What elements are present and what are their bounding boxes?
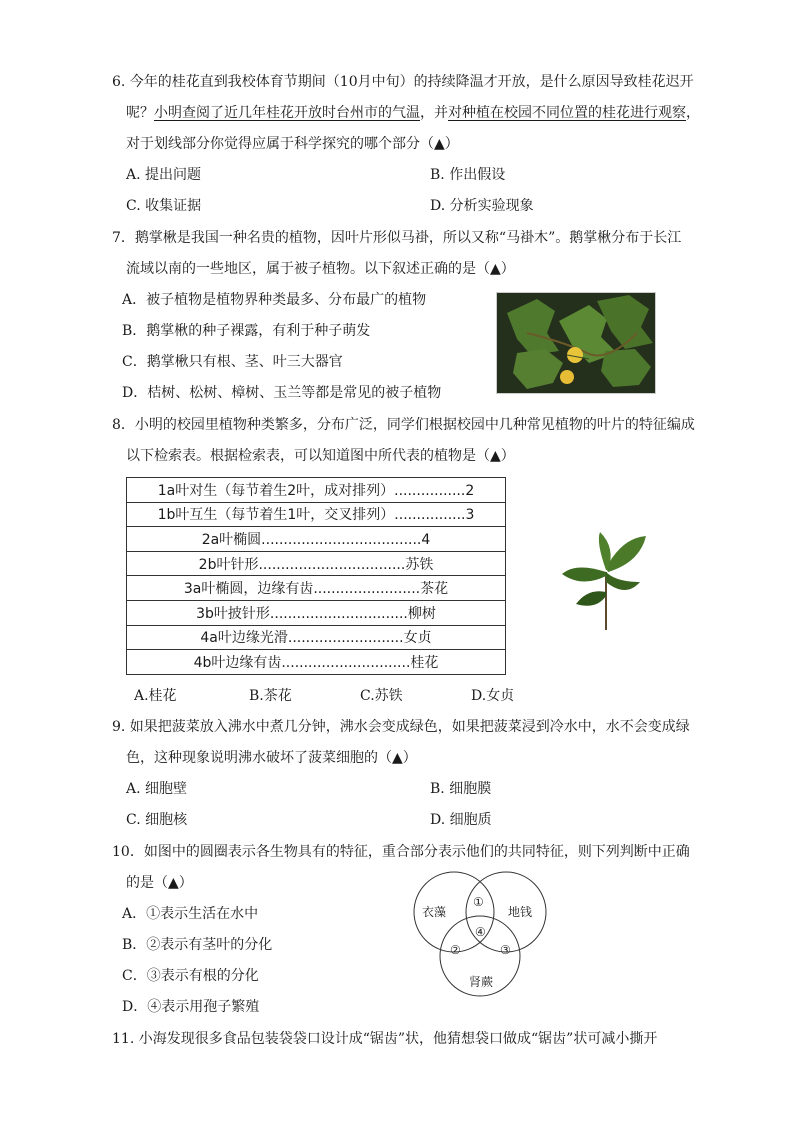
q9-option-b[interactable]: B. 细胞膜 [430,781,492,797]
key-row [127,502,506,527]
q9-option-d[interactable]: D. 细胞质 [430,812,492,828]
key-cell: 3a叶椭圆，边缘有齿........................茶花 [127,576,506,601]
q6-line2-mid: ，并 [420,105,448,121]
key-cell: 1a叶对生（每节着生2叶，成对排列）................2 [127,478,506,503]
q6-underline-2: 对种植在校园不同位置的桂花进行观察 [448,105,686,121]
q7-line2: 流域以南的一些地区，属于被子植物。以下叙述正确的是（▲） [126,261,515,277]
venn-region-1: ① [473,895,484,909]
q10-option-a[interactable]: A．①表示生活在水中 [122,906,259,922]
q6-underline-1: 小明查阅了近几年桂花开放时台州市的气温 [154,105,420,121]
q6-option-a[interactable]: A. 提出问题 [126,167,202,183]
q11-line1: 11. 小海发现很多食品包装袋袋口设计成“锯齿”状，他猜想袋口做成“锯齿”状可减小撕开 [112,1031,658,1047]
q6-line2-post: ， [686,105,700,121]
venn-region-2: ② [450,943,461,957]
q9-option-a[interactable]: A. 细胞壁 [126,781,188,797]
q10-line1: 10．如图中的圆圈表示各生物具有的特征，重合部分表示他们的共同特征，则下列判断中正确 [112,844,690,860]
q6-line3: 对于划线部分你觉得应属于科学探究的哪个部分（▲） [126,136,459,152]
q10-line2: 的是（▲） [126,875,193,891]
q6-line2-pre: 呢？ [126,105,154,121]
key-cell: 2a叶椭圆....................................4 [127,527,506,552]
key-row [127,576,506,601]
q8-line1: 8．小明的校园里植物种类繁多，分布广泛，同学们根据校园中几种常见植物的叶片的特征编成 [112,417,695,433]
q8-line2: 以下检索表。根据检索表，可以知道图中所代表的植物是（▲） [126,448,515,464]
key-row [127,600,506,625]
q8-option-d[interactable]: D.女贞 [471,688,515,704]
venn-label-left: 衣藻 [422,905,447,919]
q9-option-c[interactable]: C. 细胞核 [126,812,188,828]
q10-option-b[interactable]: B．②表示有茎叶的分化 [122,937,273,953]
q7-option-a[interactable]: A．被子植物是植物界种类最多、分布最广的植物 [122,292,427,308]
tulip-tree-leaf-illustration [497,293,656,394]
venn-label-right: 地钱 [508,905,533,919]
key-cell: 4b叶边缘有齿.............................桂花 [127,650,506,675]
venn-diagram [410,870,550,998]
tulip-tree-photo [496,292,656,394]
key-row [127,478,506,503]
venn-circle-right [466,872,546,952]
q6-option-b[interactable]: B. 作出假设 [430,167,506,183]
q8-option-a[interactable]: A.桂花 [134,688,177,704]
q10-option-d[interactable]: D．④表示用孢子繁殖 [122,999,260,1015]
key-row [127,551,506,576]
key-row [127,625,506,650]
q8-option-c[interactable]: C.苏铁 [360,688,403,704]
q6-option-c[interactable]: C. 收集证据 [126,198,202,214]
q7-option-d[interactable]: D．桔树、松树、樟树、玉兰等都是常见的被子植物 [122,385,442,401]
q6-option-d[interactable]: D. 分析实验现象 [430,198,534,214]
q6-line2 [126,103,700,123]
q8-option-b[interactable]: B.茶花 [249,688,292,704]
q6-line1: 6. 今年的桂花直到我校体育节期间（10月中旬）的持续降温才开放，是什么原因导致桂花迟开 [112,74,694,90]
q10-option-c[interactable]: C．③表示有根的分化 [122,968,259,984]
q7-line1: 7．鹅掌楸是我国一种名贵的植物，因叶片形似马褂，所以又称“马褂木”。鹅掌楸分布于长江 [112,230,682,246]
dichotomous-key-table [126,477,506,675]
q7-option-c[interactable]: C．鹅掌楸只有根、茎、叶三大器官 [122,354,343,370]
venn-region-3: ③ [500,943,511,957]
leaf-specimen-illustration [556,532,656,632]
q9-line2: 色，这种现象说明沸水破坏了菠菜细胞的（▲） [126,750,417,766]
key-row [127,650,506,675]
leaf-specimen-image [556,532,656,632]
key-cell: 2b叶针形.................................苏铁 [127,551,506,576]
key-cell: 1b叶互生（每节着生1叶，交叉排列）................3 [127,502,506,527]
venn-label-bottom: 肾蕨 [469,975,494,989]
q7-option-b[interactable]: B．鹅掌楸的种子裸露，有利于种子萌发 [122,323,371,339]
venn-region-4: ④ [475,925,486,939]
key-cell: 4a叶边缘光滑..........................女贞 [127,625,506,650]
q9-line1: 9. 如果把菠菜放入沸水中煮几分钟，沸水会变成绿色，如果把菠菜浸到冷水中，水不会变成绿 [112,719,690,735]
key-row [127,527,506,552]
key-cell: 3b叶披针形...............................柳树 [127,600,506,625]
